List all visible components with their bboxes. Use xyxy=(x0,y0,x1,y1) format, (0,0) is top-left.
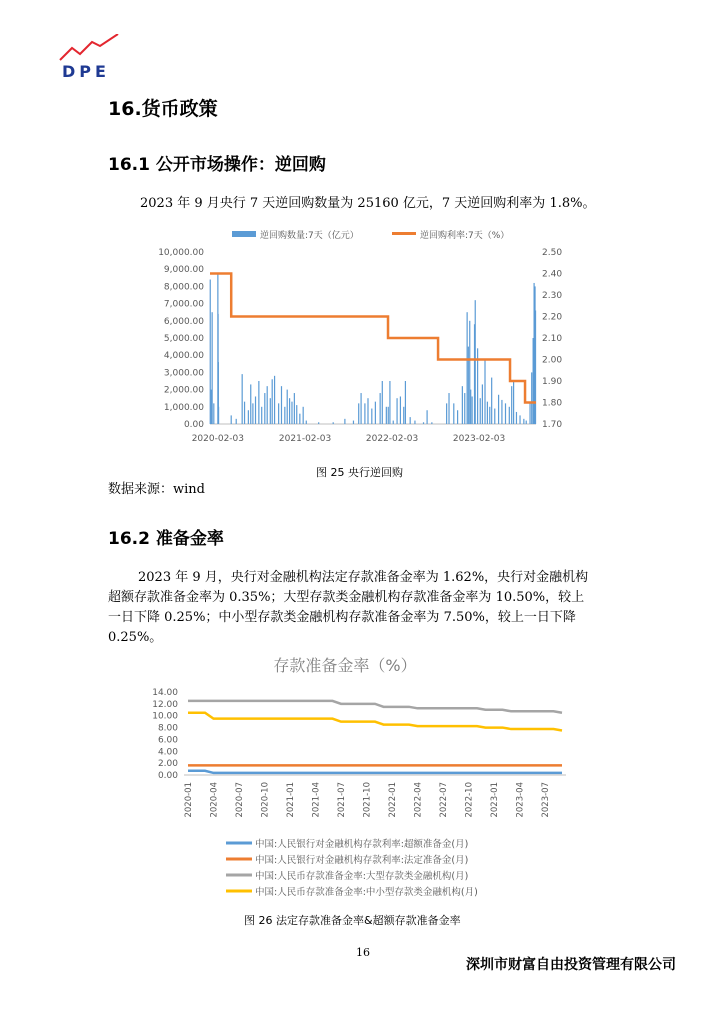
volume-bar xyxy=(498,395,499,424)
y-left-tick-label: 1,000.00 xyxy=(163,402,204,413)
volume-bar xyxy=(252,403,253,424)
volume-bar xyxy=(526,421,527,424)
volume-bar xyxy=(258,381,259,424)
y-left-tick-label: 7,000.00 xyxy=(163,299,204,310)
volume-bar xyxy=(244,402,245,424)
y-left-tick-label: 8,000.00 xyxy=(163,282,204,293)
y-left-tick-label: 10,000.00 xyxy=(158,248,204,258)
legend-swatch-rate xyxy=(392,232,416,235)
page-number: 16 xyxy=(356,946,370,959)
volume-bar xyxy=(535,310,536,424)
y-left-tick-label: 2,000.00 xyxy=(163,385,204,396)
volume-bar xyxy=(375,402,376,424)
x-tick-label: 2021-01 xyxy=(286,782,296,818)
series-line xyxy=(188,771,562,773)
reverse-repo-chart xyxy=(150,224,570,450)
volume-bar xyxy=(371,409,372,424)
volume-bar xyxy=(274,376,275,424)
volume-bar xyxy=(482,384,483,424)
x-tick-label: 2022-02-03 xyxy=(365,434,419,444)
y-tick-label: 0.00 xyxy=(157,771,178,781)
volume-bar xyxy=(410,417,411,424)
logo-text: DPE xyxy=(62,62,110,81)
volume-bar xyxy=(333,422,334,424)
volume-bar xyxy=(367,398,368,424)
volume-bar xyxy=(358,403,359,424)
volume-bar xyxy=(523,419,524,424)
volume-bar xyxy=(250,384,251,424)
volume-bar xyxy=(462,386,463,424)
volume-bar xyxy=(423,422,424,424)
volume-bar xyxy=(272,379,273,424)
volume-bar xyxy=(386,407,387,424)
volume-bar xyxy=(494,409,495,424)
paragraph-line: 0.25%。 xyxy=(108,630,163,645)
volume-bar xyxy=(468,347,469,424)
section-16-title: 16.货币政策 xyxy=(108,98,218,120)
volume-bar xyxy=(255,396,256,424)
x-tick-label: 2020-04 xyxy=(209,782,220,818)
volume-bar xyxy=(513,381,514,424)
x-tick-label: 2021-10 xyxy=(362,782,373,818)
volume-bar xyxy=(511,386,512,424)
volume-bar xyxy=(248,410,249,424)
x-tick-label: 2023-04 xyxy=(515,782,526,818)
volume-bar xyxy=(242,374,243,424)
data-source: 数据来源：wind xyxy=(108,482,205,497)
y-tick-label: 6.00 xyxy=(157,735,178,746)
volume-bar xyxy=(431,422,432,424)
volume-bar xyxy=(403,407,404,424)
volume-bar xyxy=(278,403,279,424)
volume-bar xyxy=(487,402,488,424)
volume-bar xyxy=(299,414,300,424)
volume-bar xyxy=(529,402,530,424)
legend-swatch-volume xyxy=(232,231,256,237)
volume-bar xyxy=(475,300,476,424)
volume-bar xyxy=(393,421,394,424)
volume-bar xyxy=(509,407,510,424)
y-tick-label: 8.00 xyxy=(157,723,178,734)
x-tick-label: 2020-07 xyxy=(235,782,245,818)
volume-bar xyxy=(344,419,345,424)
volume-bar xyxy=(382,381,383,424)
volume-bar xyxy=(264,393,265,424)
volume-bar xyxy=(284,407,285,424)
section-16-1-title: 16.1 公开市场操作：逆回购 xyxy=(108,155,326,175)
volume-bar xyxy=(294,393,295,424)
volume-bar xyxy=(353,421,354,424)
volume-bar xyxy=(405,381,406,424)
x-tick-label: 2020-01 xyxy=(184,782,194,818)
volume-bar xyxy=(296,405,297,424)
volume-bar xyxy=(426,410,427,424)
y-right-tick-label: 2.00 xyxy=(542,355,563,366)
y-tick-label: 10.00 xyxy=(152,711,178,722)
volume-bar xyxy=(400,396,401,424)
y-tick-label: 12.00 xyxy=(152,699,178,710)
x-tick-label: 2023-07 xyxy=(541,782,551,818)
y-right-tick-label: 1.80 xyxy=(542,398,563,409)
volume-bar xyxy=(231,415,232,424)
legend-label: 中国:人民币存款准备金率:大型存款类金融机构(月) xyxy=(255,871,469,882)
section-16-2-paragraph xyxy=(108,568,628,648)
volume-bar xyxy=(396,398,397,424)
volume-bar xyxy=(531,372,532,424)
figure-25-caption: 图 25 央行逆回购 xyxy=(316,466,403,479)
volume-bar xyxy=(318,422,319,424)
volume-bar xyxy=(270,398,271,424)
volume-bar xyxy=(303,407,304,424)
x-tick-label: 2020-02-03 xyxy=(191,434,245,444)
y-left-tick-label: 6,000.00 xyxy=(163,316,204,327)
x-tick-label: 2022-10 xyxy=(464,782,475,818)
volume-bar xyxy=(291,402,292,424)
volume-bar xyxy=(464,393,465,424)
y-left-tick-label: 0.00 xyxy=(183,420,204,430)
paragraph-line: 2023 年 9 月，央行对金融机构法定存款准备金率为 1.62%，央行对金融机构 xyxy=(138,570,589,585)
y-tick-label: 2.00 xyxy=(157,759,178,770)
x-tick-label: 2022-04 xyxy=(413,782,424,818)
y-left-tick-label: 5,000.00 xyxy=(163,334,204,344)
volume-bar xyxy=(388,407,389,424)
y-left-tick-label: 4,000.00 xyxy=(163,351,204,362)
y-right-tick-label: 2.10 xyxy=(542,334,563,344)
section-16-1-paragraph: 2023 年 9 月央行 7 天逆回购数量为 25160 亿元，7 天逆回购利率为 1.8%。 xyxy=(140,196,596,211)
x-tick-label: 2021-04 xyxy=(311,782,322,818)
company-name: 深圳市财富自由投资管理有限公司 xyxy=(466,957,676,973)
volume-bar xyxy=(212,312,213,424)
volume-bar xyxy=(218,407,219,424)
volume-bar xyxy=(491,378,492,424)
volume-bar xyxy=(360,393,361,424)
legend-label: 中国:人民银行对金融机构存款利率:法定准备金(月) xyxy=(255,855,469,866)
x-tick-label: 2023-02-03 xyxy=(452,434,506,444)
y-right-tick-label: 2.50 xyxy=(542,248,563,258)
y-tick-label: 14.00 xyxy=(152,688,178,698)
volume-bar xyxy=(287,390,288,424)
volume-bar xyxy=(470,390,471,424)
figure-26-caption: 图 26 法定存款准备金率&超额存款准备金率 xyxy=(244,914,461,927)
series-line xyxy=(188,701,562,713)
series-line xyxy=(188,713,562,731)
volume-bar xyxy=(364,403,365,424)
y-right-tick-label: 2.40 xyxy=(542,269,563,280)
y-right-tick-label: 1.90 xyxy=(542,377,563,387)
logo-swoosh xyxy=(60,34,118,60)
volume-bar xyxy=(281,386,282,424)
y-right-tick-label: 2.20 xyxy=(542,312,563,323)
volume-bar xyxy=(261,407,262,424)
y-right-tick-label: 1.70 xyxy=(542,420,563,430)
x-tick-label: 2023-01 xyxy=(490,782,500,818)
chart-title: 存款准备金率（%） xyxy=(273,656,417,675)
volume-bar xyxy=(448,393,449,424)
paragraph-line: 超额存款准备金率为 0.35%；大型存款类金融机构存款准备金率为 10.50%，较上 xyxy=(108,590,585,605)
volume-bar xyxy=(472,396,473,424)
volume-bar xyxy=(489,407,490,424)
volume-bar xyxy=(236,419,237,424)
volume-bar xyxy=(453,403,454,424)
legend-label-rate: 逆回购利率:7天（%） xyxy=(420,231,510,241)
volume-bar xyxy=(213,403,214,424)
volume-bar xyxy=(289,398,290,424)
y-left-tick-label: 3,000.00 xyxy=(163,368,204,379)
volume-bar xyxy=(480,398,481,424)
volume-bar xyxy=(467,312,468,424)
section-16-2-title: 16.2 准备金率 xyxy=(108,529,224,549)
y-tick-label: 4.00 xyxy=(157,747,178,758)
volume-bar xyxy=(414,421,415,424)
volume-bar xyxy=(519,415,520,424)
volume-bar xyxy=(446,403,447,424)
legend-label-volume: 逆回购数量:7天（亿元） xyxy=(260,231,359,241)
volume-bar xyxy=(267,386,268,424)
volume-bar xyxy=(389,381,390,424)
volume-bar xyxy=(516,412,517,424)
legend-label: 中国:人民币存款准备金率:中小型存款类金融机构(月) xyxy=(255,887,478,898)
paragraph-line: 一日下降 0.25%；中小型存款类金融机构存款准备金率为 7.50%，较上一日下降 xyxy=(108,610,576,625)
volume-bar xyxy=(457,410,458,424)
y-left-tick-label: 9,000.00 xyxy=(163,265,204,276)
volume-bar xyxy=(484,359,485,424)
reserve-ratio-chart xyxy=(140,650,580,905)
legend-label: 中国:人民银行对金融机构存款利率:超额准备金(月) xyxy=(255,839,469,850)
x-tick-label: 2022-01 xyxy=(388,782,398,818)
volume-bar xyxy=(380,393,381,424)
volume-bar xyxy=(306,421,307,424)
x-tick-label: 2022-07 xyxy=(439,782,449,818)
x-tick-label: 2021-07 xyxy=(337,782,347,818)
volume-bar xyxy=(501,400,502,424)
y-right-tick-label: 2.30 xyxy=(542,291,563,301)
x-tick-label: 2021-02-03 xyxy=(278,434,332,444)
x-tick-label: 2020-10 xyxy=(260,782,271,818)
volume-bar xyxy=(505,403,506,424)
